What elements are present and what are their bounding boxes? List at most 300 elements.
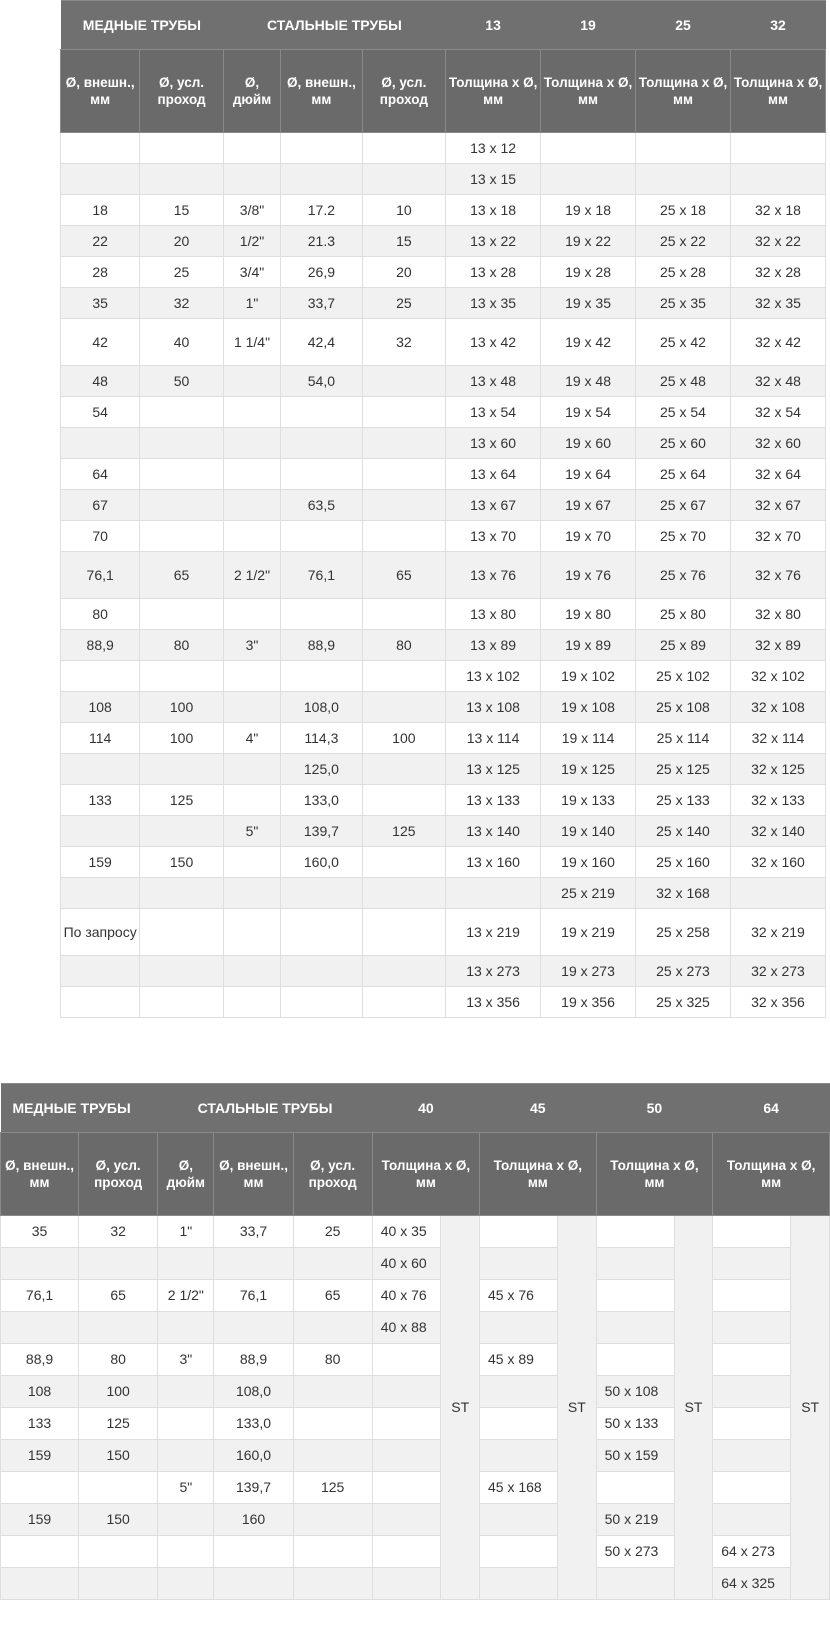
table-cell xyxy=(158,1376,214,1408)
table-row xyxy=(61,878,826,909)
table-cell: 2 1/2" xyxy=(158,1280,214,1312)
table-cell xyxy=(596,1312,674,1344)
table-cell: 67 xyxy=(61,490,140,521)
table-row xyxy=(61,521,826,552)
group-header-25: 25 xyxy=(636,1,731,50)
table-cell xyxy=(223,987,280,1018)
table-cell: 13 x 76 xyxy=(446,552,541,599)
table-cell xyxy=(223,599,280,630)
table-cell xyxy=(158,1504,214,1536)
table-cell: 50 x 219 xyxy=(596,1504,674,1536)
table-cell xyxy=(140,878,224,909)
table-cell: 139,7 xyxy=(281,816,362,847)
table-cell xyxy=(362,661,446,692)
table-cell: 25 x 258 xyxy=(636,909,731,956)
table-cell xyxy=(713,1504,791,1536)
table-cell: 19 x 102 xyxy=(541,661,636,692)
table-cell: 25 xyxy=(362,288,446,319)
table-cell: 65 xyxy=(79,1280,158,1312)
table-cell: 139,7 xyxy=(214,1472,293,1504)
table-cell: 13 x 64 xyxy=(446,459,541,490)
table-cell: 159 xyxy=(1,1440,79,1472)
table-cell: 100 xyxy=(140,723,224,754)
table-cell: 32 xyxy=(362,319,446,366)
table-cell xyxy=(293,1536,372,1568)
table-cell xyxy=(223,164,280,195)
table-cell xyxy=(223,521,280,552)
table-row xyxy=(61,257,826,288)
table-cell xyxy=(79,1568,158,1600)
table-cell: 21.3 xyxy=(281,226,362,257)
table-cell: 54,0 xyxy=(281,366,362,397)
table-cell xyxy=(61,133,140,164)
st-label: ST xyxy=(558,1216,597,1600)
table-cell xyxy=(730,164,825,195)
table-row xyxy=(61,956,826,987)
table-cell: 13 x 108 xyxy=(446,692,541,723)
table-cell: 19 x 80 xyxy=(541,599,636,630)
table-row xyxy=(61,195,826,226)
table-row xyxy=(61,630,826,661)
table-cell: 32 x 48 xyxy=(730,366,825,397)
table-cell: 13 x 60 xyxy=(446,428,541,459)
table-cell: 80 xyxy=(79,1344,158,1376)
table-cell xyxy=(61,956,140,987)
table-cell: 32 x 18 xyxy=(730,195,825,226)
table-cell: 80 xyxy=(61,599,140,630)
table-row xyxy=(61,226,826,257)
table-cell xyxy=(596,1472,674,1504)
table-cell: 15 xyxy=(140,195,224,226)
table-cell xyxy=(362,397,446,428)
table-cell: 108 xyxy=(61,692,140,723)
table-cell: 64 xyxy=(61,459,140,490)
table-row xyxy=(61,366,826,397)
table-cell xyxy=(281,397,362,428)
table-cell xyxy=(372,1504,441,1536)
column-header: Толщина x Ø, мм xyxy=(541,50,636,133)
table-cell xyxy=(372,1376,441,1408)
table-cell: 25 x 28 xyxy=(636,257,731,288)
table-cell: 19 x 160 xyxy=(541,847,636,878)
table-cell xyxy=(293,1440,372,1472)
table-cell: 32 x 160 xyxy=(730,847,825,878)
table-cell xyxy=(293,1376,372,1408)
table-cell xyxy=(140,661,224,692)
table-cell: 25 x 108 xyxy=(636,692,731,723)
table-cell: 50 x 133 xyxy=(596,1408,674,1440)
table-cell xyxy=(281,459,362,490)
table-cell xyxy=(61,164,140,195)
table-cell: 25 x 60 xyxy=(636,428,731,459)
column-header: Толщина x Ø, мм xyxy=(372,1133,479,1216)
table-cell xyxy=(140,164,224,195)
column-header: Толщина x Ø, мм xyxy=(713,1133,830,1216)
table-cell: 13 x 219 xyxy=(446,909,541,956)
table-cell: 65 xyxy=(140,552,224,599)
table-cell xyxy=(281,521,362,552)
table-cell xyxy=(480,1568,558,1600)
table-cell: 160,0 xyxy=(214,1440,293,1472)
table-cell: 25 x 325 xyxy=(636,987,731,1018)
table-cell: 22 xyxy=(61,226,140,257)
table-cell xyxy=(281,599,362,630)
table-cell xyxy=(362,847,446,878)
table-cell: 25 x 114 xyxy=(636,723,731,754)
table-cell: 76,1 xyxy=(1,1280,79,1312)
table-cell: 48 xyxy=(61,366,140,397)
table-row xyxy=(61,785,826,816)
table-cell xyxy=(214,1568,293,1600)
table-cell: 13 x 273 xyxy=(446,956,541,987)
table-cell xyxy=(223,366,280,397)
table-cell xyxy=(158,1568,214,1600)
table-cell: 100 xyxy=(362,723,446,754)
table-cell xyxy=(362,987,446,1018)
table-cell xyxy=(362,428,446,459)
column-header: Толщина x Ø, мм xyxy=(730,50,825,133)
table-cell: 133 xyxy=(61,785,140,816)
table-row xyxy=(61,661,826,692)
table-row xyxy=(61,397,826,428)
table-cell: 13 x 114 xyxy=(446,723,541,754)
table-cell xyxy=(293,1248,372,1280)
table-cell: 10 xyxy=(362,195,446,226)
table-cell xyxy=(1,1312,79,1344)
table-cell xyxy=(223,847,280,878)
table-cell xyxy=(281,661,362,692)
table-cell: 32 x 64 xyxy=(730,459,825,490)
table-cell: 19 x 48 xyxy=(541,366,636,397)
table-cell xyxy=(480,1408,558,1440)
table-cell xyxy=(541,133,636,164)
table-cell xyxy=(223,754,280,785)
table-cell xyxy=(158,1536,214,1568)
table-cell: 19 x 114 xyxy=(541,723,636,754)
table-cell: 32 x 35 xyxy=(730,288,825,319)
table-cell: 150 xyxy=(79,1440,158,1472)
table-cell: 25 x 67 xyxy=(636,490,731,521)
column-header: Толщина x Ø, мм xyxy=(480,1133,597,1216)
table-cell: 32 x 133 xyxy=(730,785,825,816)
table-row xyxy=(61,133,826,164)
table-cell: 35 xyxy=(61,288,140,319)
table-cell: 150 xyxy=(140,847,224,878)
table-cell: 13 x 28 xyxy=(446,257,541,288)
table-cell: 32 x 114 xyxy=(730,723,825,754)
group-header-40: 40 xyxy=(372,1084,479,1133)
table-cell xyxy=(372,1440,441,1472)
table-cell: 25 x 18 xyxy=(636,195,731,226)
group-header-copper: МЕДНЫЕ ТРУБЫ xyxy=(61,1,224,50)
table-cell xyxy=(281,909,362,956)
table-cell xyxy=(362,909,446,956)
table-cell xyxy=(223,692,280,723)
table-cell: 25 x 54 xyxy=(636,397,731,428)
table-cell: 45 x 168 xyxy=(480,1472,558,1504)
table-cell: 19 x 22 xyxy=(541,226,636,257)
table-cell: 80 xyxy=(293,1344,372,1376)
table-cell xyxy=(362,754,446,785)
table-cell: 26,9 xyxy=(281,257,362,288)
table-cell xyxy=(636,164,731,195)
table-cell: 133 xyxy=(1,1408,79,1440)
table-row xyxy=(61,599,826,630)
table-row xyxy=(1,1216,830,1248)
column-header: Ø, усл. проход xyxy=(140,50,224,133)
table-cell: По запросу xyxy=(61,909,140,956)
table-cell: 65 xyxy=(293,1280,372,1312)
table-cell: 40 x 76 xyxy=(372,1280,441,1312)
table-cell xyxy=(61,754,140,785)
table-cell: 80 xyxy=(362,630,446,661)
table-cell: 1" xyxy=(158,1216,214,1248)
table-cell: 76,1 xyxy=(281,552,362,599)
table-cell: 33,7 xyxy=(281,288,362,319)
table-cell: 25 x 42 xyxy=(636,319,731,366)
table-cell: 32 xyxy=(140,288,224,319)
table-cell xyxy=(372,1408,441,1440)
table-cell: 19 x 54 xyxy=(541,397,636,428)
table-row xyxy=(61,552,826,599)
table-cell xyxy=(79,1312,158,1344)
table-cell xyxy=(293,1504,372,1536)
group-header-13: 13 xyxy=(446,1,541,50)
table-cell xyxy=(362,599,446,630)
table-cell xyxy=(140,987,224,1018)
table-cell: 19 x 108 xyxy=(541,692,636,723)
group-header-copper: МЕДНЫЕ ТРУБЫ xyxy=(1,1084,158,1133)
table-cell xyxy=(140,754,224,785)
table-row xyxy=(61,288,826,319)
table-cell: 17.2 xyxy=(281,195,362,226)
table-cell: 13 x 15 xyxy=(446,164,541,195)
table-cell xyxy=(140,428,224,459)
table-cell: 3/4" xyxy=(223,257,280,288)
table-cell: 13 x 54 xyxy=(446,397,541,428)
table-cell: 64 x 273 xyxy=(713,1536,791,1568)
table-cell: 13 x 48 xyxy=(446,366,541,397)
table-cell xyxy=(480,1216,558,1248)
table-cell: 32 x 54 xyxy=(730,397,825,428)
table-cell: 133,0 xyxy=(214,1408,293,1440)
table-cell xyxy=(362,521,446,552)
table-cell: 13 x 125 xyxy=(446,754,541,785)
table-cell: 63,5 xyxy=(281,490,362,521)
table-cell: 32 x 108 xyxy=(730,692,825,723)
table-cell xyxy=(223,661,280,692)
table-cell xyxy=(480,1504,558,1536)
table-cell xyxy=(713,1440,791,1472)
table-cell xyxy=(61,878,140,909)
table-cell xyxy=(158,1248,214,1280)
table-cell: 3" xyxy=(223,630,280,661)
table-cell: 13 x 356 xyxy=(446,987,541,1018)
table-cell: 25 x 133 xyxy=(636,785,731,816)
table-cell xyxy=(362,785,446,816)
table-cell: 25 x 273 xyxy=(636,956,731,987)
table-cell: 4" xyxy=(223,723,280,754)
table-cell: 70 xyxy=(61,521,140,552)
table-cell: 28 xyxy=(61,257,140,288)
table-cell: 32 x 168 xyxy=(636,878,731,909)
table-cell: 100 xyxy=(79,1376,158,1408)
column-header: Ø, внешн., мм xyxy=(281,50,362,133)
table-cell xyxy=(223,397,280,428)
column-header: Ø, усл. проход xyxy=(362,50,446,133)
table-cell: 50 xyxy=(140,366,224,397)
table-cell: 40 x 60 xyxy=(372,1248,441,1280)
table-cell: 19 x 28 xyxy=(541,257,636,288)
table-cell xyxy=(223,785,280,816)
table-cell: 88,9 xyxy=(281,630,362,661)
table-cell: 150 xyxy=(79,1504,158,1536)
table-cell: 25 x 35 xyxy=(636,288,731,319)
table-cell: 13 x 80 xyxy=(446,599,541,630)
table-cell: 25 x 48 xyxy=(636,366,731,397)
table-cell xyxy=(362,878,446,909)
group-header-50: 50 xyxy=(596,1084,713,1133)
table-cell xyxy=(713,1248,791,1280)
table-cell xyxy=(281,987,362,1018)
table-cell: 50 x 273 xyxy=(596,1536,674,1568)
table-cell: 13 x 35 xyxy=(446,288,541,319)
table-cell xyxy=(140,397,224,428)
table-cell: 80 xyxy=(140,630,224,661)
table-cell: 19 x 18 xyxy=(541,195,636,226)
table-cell: 133,0 xyxy=(281,785,362,816)
table-row xyxy=(61,459,826,490)
table-cell: 32 x 356 xyxy=(730,987,825,1018)
table-cell: 50 x 159 xyxy=(596,1440,674,1472)
table-cell: 32 x 273 xyxy=(730,956,825,987)
table-cell: 32 x 28 xyxy=(730,257,825,288)
table-cell: 19 x 89 xyxy=(541,630,636,661)
table-cell xyxy=(372,1472,441,1504)
table-cell xyxy=(140,133,224,164)
table-cell: 2 1/2" xyxy=(223,552,280,599)
table-row xyxy=(61,847,826,878)
table-cell: 125 xyxy=(79,1408,158,1440)
table-cell xyxy=(223,428,280,459)
table-cell: 19 x 356 xyxy=(541,987,636,1018)
column-header: Ø, внешн., мм xyxy=(61,50,140,133)
column-header: Ø, внешн., мм xyxy=(1,1133,79,1216)
table-cell xyxy=(596,1248,674,1280)
table-cell: 88,9 xyxy=(61,630,140,661)
table-cell: 32 x 67 xyxy=(730,490,825,521)
table-cell xyxy=(140,490,224,521)
table-cell: 125 xyxy=(140,785,224,816)
table-cell xyxy=(446,878,541,909)
table-cell xyxy=(730,133,825,164)
table-cell: 25 x 125 xyxy=(636,754,731,785)
table-cell: 3/8" xyxy=(223,195,280,226)
table-cell xyxy=(362,366,446,397)
table-cell: 19 x 60 xyxy=(541,428,636,459)
table-cell: 19 x 219 xyxy=(541,909,636,956)
table-cell xyxy=(480,1376,558,1408)
table-cell: 160 xyxy=(214,1504,293,1536)
table-cell: 19 x 35 xyxy=(541,288,636,319)
table-cell: 1/2" xyxy=(223,226,280,257)
table-cell: 13 x 42 xyxy=(446,319,541,366)
table-cell xyxy=(1,1568,79,1600)
table-cell: 32 x 76 xyxy=(730,552,825,599)
table-cell: 13 x 70 xyxy=(446,521,541,552)
column-header: Ø, внешн., мм xyxy=(214,1133,293,1216)
table-cell: 13 x 160 xyxy=(446,847,541,878)
table-cell: 35 xyxy=(1,1216,79,1248)
table-cell: 32 x 80 xyxy=(730,599,825,630)
table-row xyxy=(61,987,826,1018)
table-cell xyxy=(281,878,362,909)
table-cell: 13 x 89 xyxy=(446,630,541,661)
table-cell: 114,3 xyxy=(281,723,362,754)
group-header-45: 45 xyxy=(480,1084,597,1133)
table-cell: 25 x 22 xyxy=(636,226,731,257)
table-cell xyxy=(140,816,224,847)
table-cell xyxy=(480,1312,558,1344)
table-cell: 42,4 xyxy=(281,319,362,366)
table-cell xyxy=(596,1568,674,1600)
table-cell: 40 xyxy=(140,319,224,366)
table-cell: 88,9 xyxy=(1,1344,79,1376)
column-header: Толщина x Ø, мм xyxy=(596,1133,713,1216)
table-cell xyxy=(713,1472,791,1504)
table-cell xyxy=(293,1568,372,1600)
column-header: Ø, дюйм xyxy=(158,1133,214,1216)
table-cell xyxy=(214,1248,293,1280)
group-header-19: 19 xyxy=(541,1,636,50)
table-cell: 76,1 xyxy=(61,552,140,599)
table-cell: 25 x 89 xyxy=(636,630,731,661)
table-cell xyxy=(596,1280,674,1312)
pipe-table-13-32 xyxy=(60,0,826,1018)
table-cell xyxy=(61,816,140,847)
table-cell: 20 xyxy=(362,257,446,288)
table-cell: 19 x 125 xyxy=(541,754,636,785)
table-cell: 32 x 219 xyxy=(730,909,825,956)
table-cell: 88,9 xyxy=(214,1344,293,1376)
table-cell xyxy=(1,1472,79,1504)
table-cell xyxy=(362,133,446,164)
table-cell xyxy=(713,1376,791,1408)
table-cell xyxy=(596,1216,674,1248)
table-row xyxy=(61,692,826,723)
table-cell: 18 xyxy=(61,195,140,226)
table-cell: 32 x 140 xyxy=(730,816,825,847)
table-cell xyxy=(713,1312,791,1344)
table-cell: 159 xyxy=(1,1504,79,1536)
table-cell xyxy=(223,459,280,490)
column-header: Толщина x Ø, мм xyxy=(446,50,541,133)
table-cell xyxy=(140,459,224,490)
table-cell xyxy=(214,1536,293,1568)
table-cell: 25 xyxy=(140,257,224,288)
table-cell: 25 x 219 xyxy=(541,878,636,909)
column-header: Ø, усл. проход xyxy=(293,1133,372,1216)
table-cell: 40 x 35 xyxy=(372,1216,441,1248)
table-cell: 1 1/4" xyxy=(223,319,280,366)
table-cell: 13 x 67 xyxy=(446,490,541,521)
table-cell xyxy=(480,1536,558,1568)
table-cell: 125,0 xyxy=(281,754,362,785)
table-row xyxy=(61,490,826,521)
table-cell xyxy=(362,692,446,723)
table-cell: 160,0 xyxy=(281,847,362,878)
table-row xyxy=(61,319,826,366)
